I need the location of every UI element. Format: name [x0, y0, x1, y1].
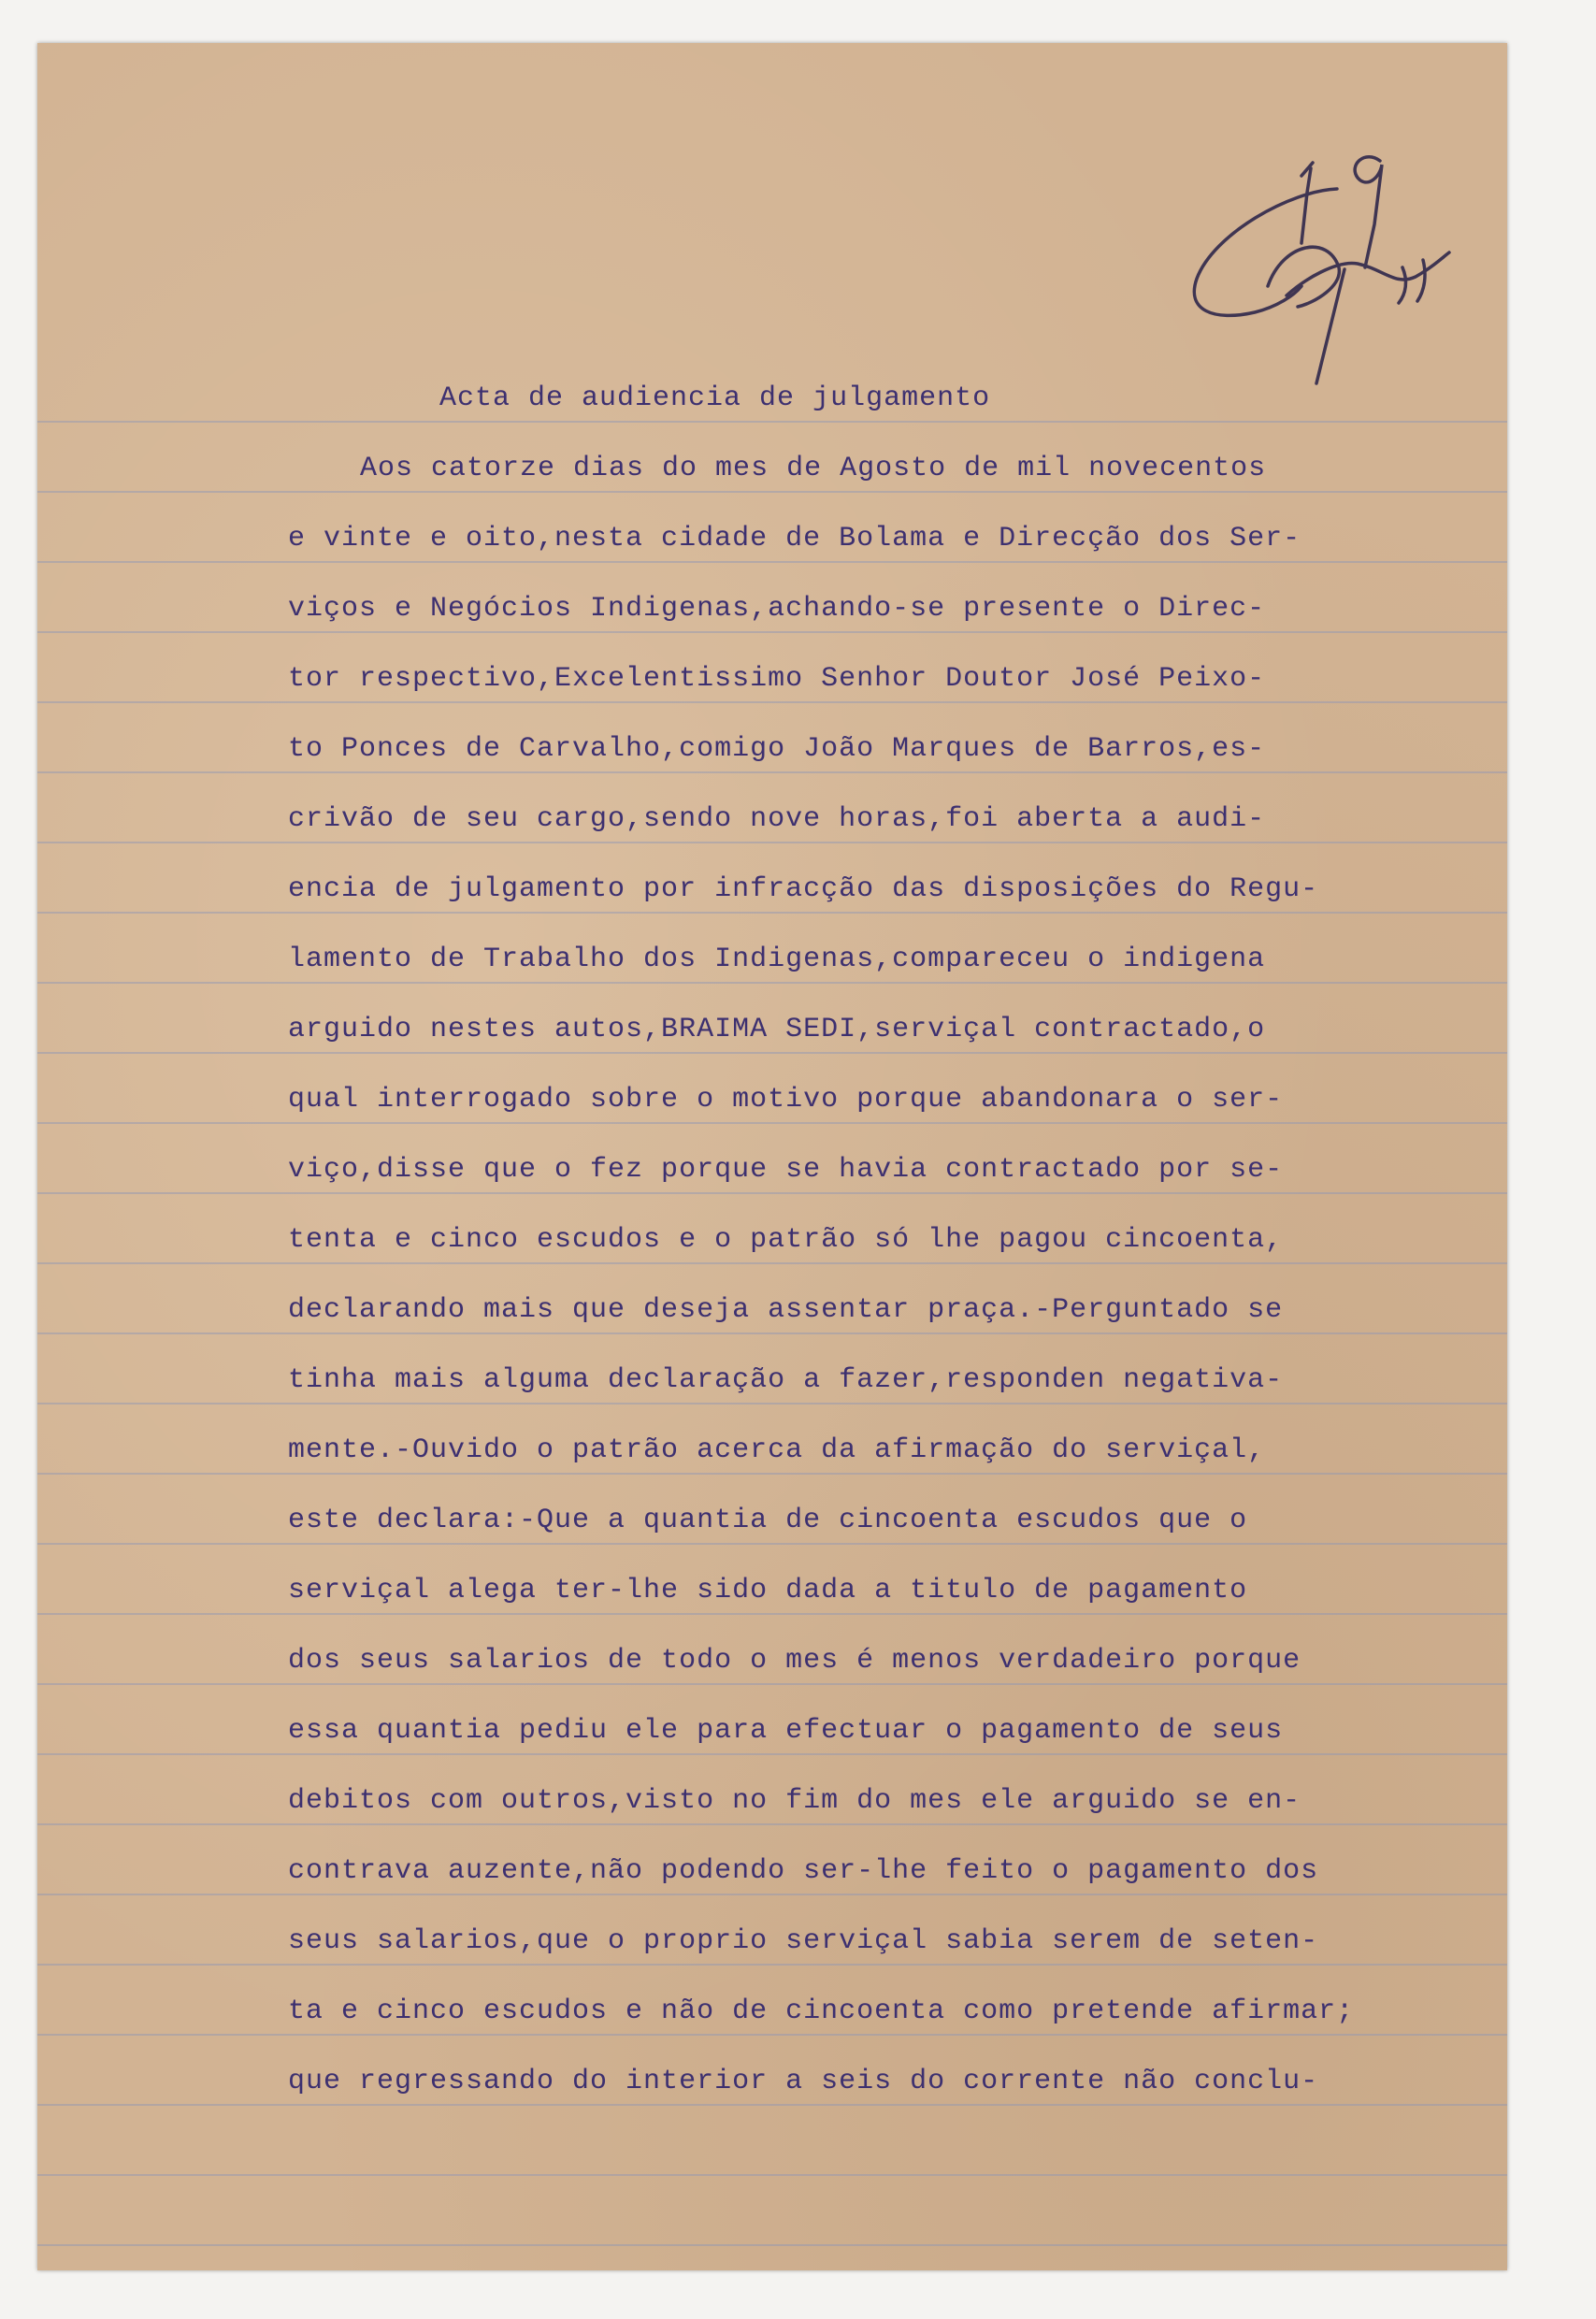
text-line-13: declarando mais que deseja assentar praça.-Perguntado se	[288, 1294, 1284, 1326]
text-line-4: tor respectivo,Excelentissimo Senhor Doutor José Peixo-	[288, 663, 1266, 695]
text-line-11: viço,disse que o fez porque se havia contractado por se-	[288, 1154, 1284, 1186]
text-line-6: crivão de seu cargo,sendo nove horas,foi aberta a audi-	[288, 803, 1266, 835]
document-title: Acta de audiencia de julgamento	[439, 382, 991, 414]
text-line-20: debitos com outros,visto no fim do mes ele arguido se en-	[288, 1785, 1301, 1817]
text-line-5: to Ponces de Carvalho,comigo João Marques de Barros,es-	[288, 733, 1266, 765]
text-line-23: ta e cinco escudos e não de cincoenta como pretende afirmar;	[288, 1995, 1355, 2027]
text-line-8: lamento de Trabalho dos Indigenas,compareceu o indigena	[288, 943, 1266, 975]
text-line-7: encia de julgamento por infracção das disposições do Regu-	[288, 873, 1319, 905]
text-line-24: que regressando do interior a seis do corrente não conclu-	[288, 2066, 1319, 2097]
text-line-17: serviçal alega ter-lhe sido dada a titulo de pagamento	[288, 1575, 1248, 1606]
text-line-19: essa quantia pediu ele para efectuar o pagamento de seus	[288, 1715, 1284, 1747]
text-line-2: e vinte e oito,nesta cidade de Bolama e Direcção dos Ser-	[288, 523, 1301, 555]
text-line-15: mente.-Ouvido o patrão acerca da afirmação do serviçal,	[288, 1434, 1266, 1466]
text-line-1: Aos catorze dias do mes de Agosto de mil novecentos	[360, 453, 1267, 484]
document-page	[37, 43, 1507, 2270]
text-line-21: contrava auzente,não podendo ser-lhe feito o pagamento dos	[288, 1855, 1319, 1887]
text-line-12: tenta e cinco escudos e o patrão só lhe pagou cincoenta,	[288, 1224, 1284, 1256]
text-line-14: tinha mais alguma declaração a fazer,responden negativa-	[288, 1364, 1284, 1396]
folio-signature	[1094, 103, 1487, 402]
text-line-22: seus salarios,que o proprio serviçal sabia serem de seten-	[288, 1925, 1319, 1957]
text-line-18: dos seus salarios de todo o mes é menos verdadeiro porque	[288, 1645, 1301, 1677]
text-line-10: qual interrogado sobre o motivo porque abandonara o ser-	[288, 1084, 1284, 1116]
text-line-3: viços e Negócios Indigenas,achando-se presente o Direc-	[288, 593, 1266, 625]
text-line-16: este declara:-Que a quantia de cincoenta escudos que o	[288, 1505, 1248, 1536]
text-line-9: arguido nestes autos,BRAIMA SEDI,serviçal contractado,o	[288, 1014, 1266, 1045]
